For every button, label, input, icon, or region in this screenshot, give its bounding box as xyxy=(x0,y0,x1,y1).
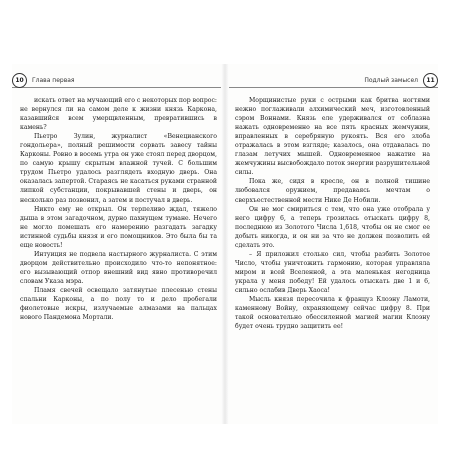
paragraph: Он не мог смириться с тем, что она уже отобрала у него цифру 6, а теперь грозилась отыскать цифру 8, последнюю из Золотого Числа 1,618, чтобы он не смог ее добыть никогда, и он ни за что не должен позволить ей сделать это. xyxy=(235,205,430,249)
page-number: 11 xyxy=(423,73,438,88)
paragraph: Пока же, сидя в кресле, он в полной тишине любовался оружием, предаваясь мечтам о сверхъестественной мести Нике Де Нобили. xyxy=(235,178,430,204)
page-number: 10 xyxy=(12,73,27,88)
running-head: Глава первая xyxy=(32,76,75,84)
left-page xyxy=(12,64,221,424)
paragraph: Пьетро Зулин, журналист «Венецианского гондольера», полный решимости сорвать завесу тайны Карконы. Ровно в восемь утра он уже стоял перед дворцом, по самую крышу скрытым влажной тучей. С большим трудом Пьетро удалось разглядеть входную дверь. Она оказалась запертой. Стараясь не касаться руками странной липкой субстанции, покрывавшей стены и дверь, он несколько раз позвонил, а затем и постучал в дверь. xyxy=(20,133,217,204)
paragraph: Морщинистые руки с острыми как бритва ногтями нежно поглаживали алхимический меч, изготовленный сэром Воннами. Князь еле удерживался от соблазна нажать одновременно на все пять красных жемчужин, вправленных в серебряную рукоять. Вся его злоба отражалась в этом взгляде; казалось, она отдавалась по глазам летучих мышей. Одновременное нажатие на жемчужины высвобождало поток энергии разрушительной силы. xyxy=(235,97,430,177)
paragraph: Пламя свечей освещало затянутые плесенью стены спальни Карконы, а по полу то и дело пробегали фиолетовые искры, излучаемые алмазами на пальцах нового Пандемона Мортали. xyxy=(20,286,217,322)
running-head: Подлый замысел xyxy=(364,76,418,84)
right-page-text xyxy=(235,96,430,331)
paragraph: – Я приложил столько сил, чтобы разбить Золотое Число, чтобы уничтожить гармонию, которая управляла миром и всей Вселенной, а эта маленькая негодница украла у меня победу! Ей удалось отыскать две 1 и 6, сильно ослабив Дверь Хаоса! xyxy=(235,250,430,294)
right-page xyxy=(229,64,438,424)
paragraph: искать ответ на мучающий его с некоторых пор вопрос: не вернулся ли на самом деле к жизни князь Каркона, казавшийся всем умерщвленным, превратившись в камень? xyxy=(20,97,217,132)
right-page-header xyxy=(229,73,438,88)
left-page-text xyxy=(20,96,217,322)
book-gutter xyxy=(221,64,229,424)
paragraph: Никто ему не открыл. Он терпеливо ждал, тяжело дыша в этом загадочном, дурно пахнущем тумане. Нечего не могло помешать его намерению разгадать загадку истинной судьбы князя и его помощников. Это была бы та еще новость! xyxy=(20,205,217,249)
paragraph: Мысль князя пересочила к француз Клоэну Ламоти, каменному Войну, охраняющему сейчас цифру 8. При такой основательно обессиленной магией магии Клоэну будет очень трудно защитить ее! xyxy=(235,296,430,331)
left-page-header xyxy=(12,73,221,88)
paragraph: Интуиция не подвела настырного журналиста. С этим дворцом действительно происходило что-то непонятное: его вызывающий отпор внешний вид явно противоречил словам Указа мэра. xyxy=(20,250,217,285)
